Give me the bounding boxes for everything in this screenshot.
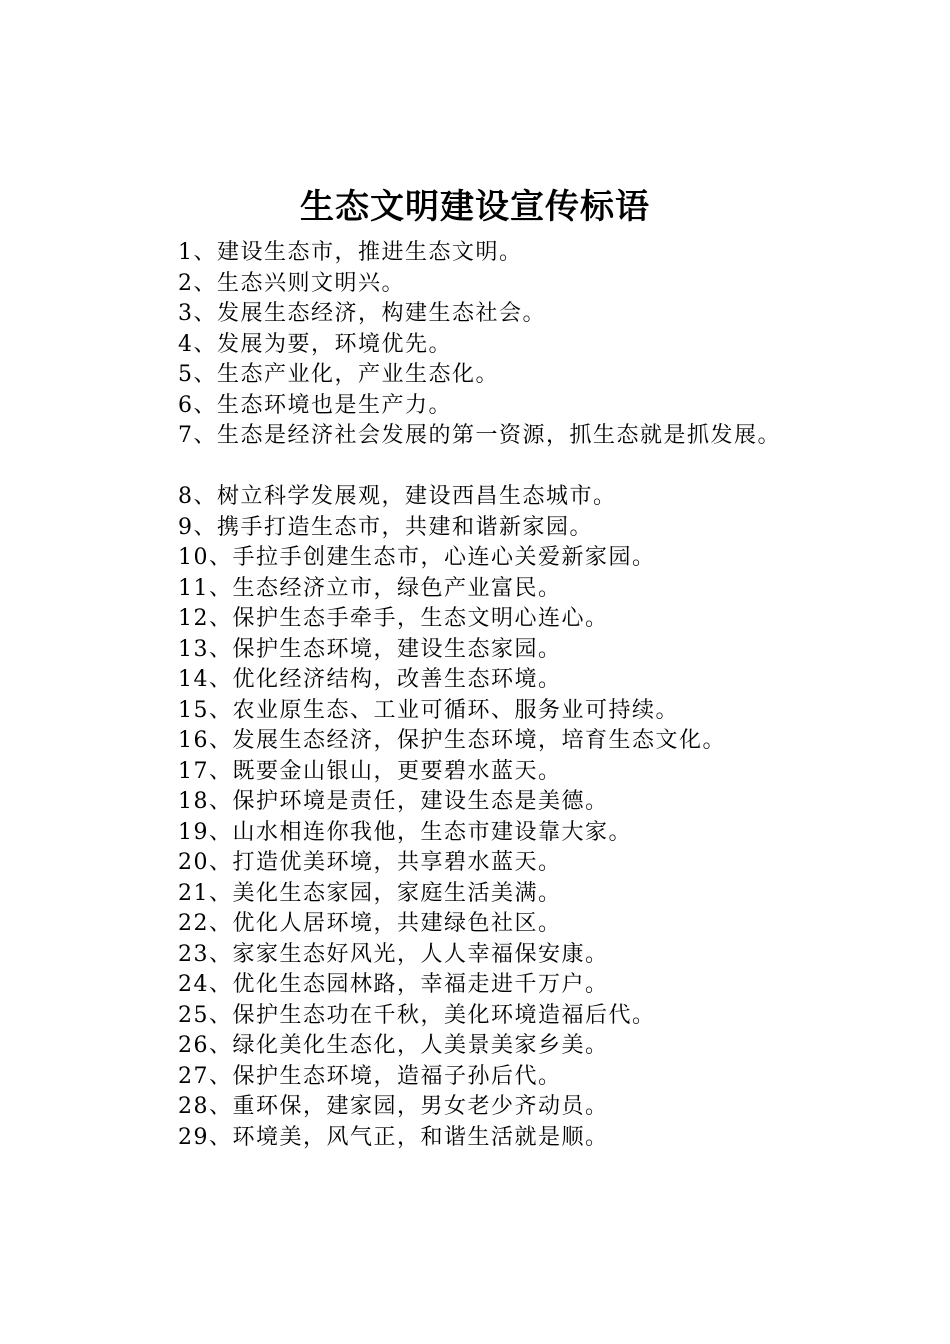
blank-line — [178, 452, 878, 483]
list-item: 27、保护生态环境，造福子孙后代。 — [178, 1063, 562, 1089]
list-item: 26、绿化美化生态化，人美景美家乡美。 — [178, 1033, 609, 1058]
list-item: 13、保护生态环境，建设生态家园。 — [178, 636, 562, 662]
list-item: 25、保护生态功在千秋，美化环境造福后代。 — [178, 1002, 656, 1028]
list-item: 8、树立科学发展观，建设西昌生态城市。 — [178, 484, 617, 509]
list-item: 21、美化生态家园，家庭生活美满。 — [178, 880, 562, 906]
list-item: 1、建设生态市，推进生态文明。 — [178, 240, 523, 265]
list-item: 6、生态环境也是生产力。 — [178, 392, 452, 418]
list-item: 12、保护生态手牵手，生态文明心连心。 — [178, 606, 609, 631]
list-item: 28、重环保，建家园，男女老少齐动员。 — [178, 1094, 609, 1119]
list-item: 29、环境美，风气正，和谐生活就是顺。 — [178, 1124, 609, 1150]
list-item: 3、发展生态经济，构建生态社会。 — [178, 301, 546, 326]
list-item: 4、发展为要，环境优先。 — [178, 331, 452, 357]
list-item: 23、家家生态好风光，人人幸福保安康。 — [178, 941, 609, 967]
list-item: 16、发展生态经济，保护生态环境，培育生态文化。 — [178, 728, 726, 753]
document-title: 生态文明建设宣传标语 — [300, 187, 650, 227]
list-item: 7、生态是经济社会发展的第一资源，抓生态就是抓发展。 — [178, 423, 781, 448]
slogan-list — [178, 238, 878, 1153]
list-item: 24、优化生态园林路，幸福走进千万户。 — [178, 972, 609, 997]
list-item: 10、手拉手创建生态市，心连心关爱新家园。 — [178, 545, 656, 570]
list-item: 20、打造优美环境，共享碧水蓝天。 — [178, 850, 562, 875]
list-item: 2、生态兴则文明兴。 — [178, 270, 405, 296]
list-item: 15、农业原生态、工业可循环、服务业可持续。 — [178, 697, 679, 723]
list-item: 5、生态产业化，产业生态化。 — [178, 362, 499, 387]
list-item: 11、生态经济立市，绿色产业富民。 — [178, 575, 562, 601]
list-item: 19、山水相连你我他，生态市建设靠大家。 — [178, 819, 632, 845]
list-item: 17、既要金山银山，更要碧水蓝天。 — [178, 758, 562, 784]
list-item: 18、保护环境是责任，建设生态是美德。 — [178, 789, 609, 814]
list-item: 9、携手打造生态市，共建和谐新家园。 — [178, 514, 593, 540]
list-item: 22、优化人居环境，共建绿色社区。 — [178, 911, 562, 936]
list-item: 14、优化经济结构，改善生态环境。 — [178, 667, 562, 692]
